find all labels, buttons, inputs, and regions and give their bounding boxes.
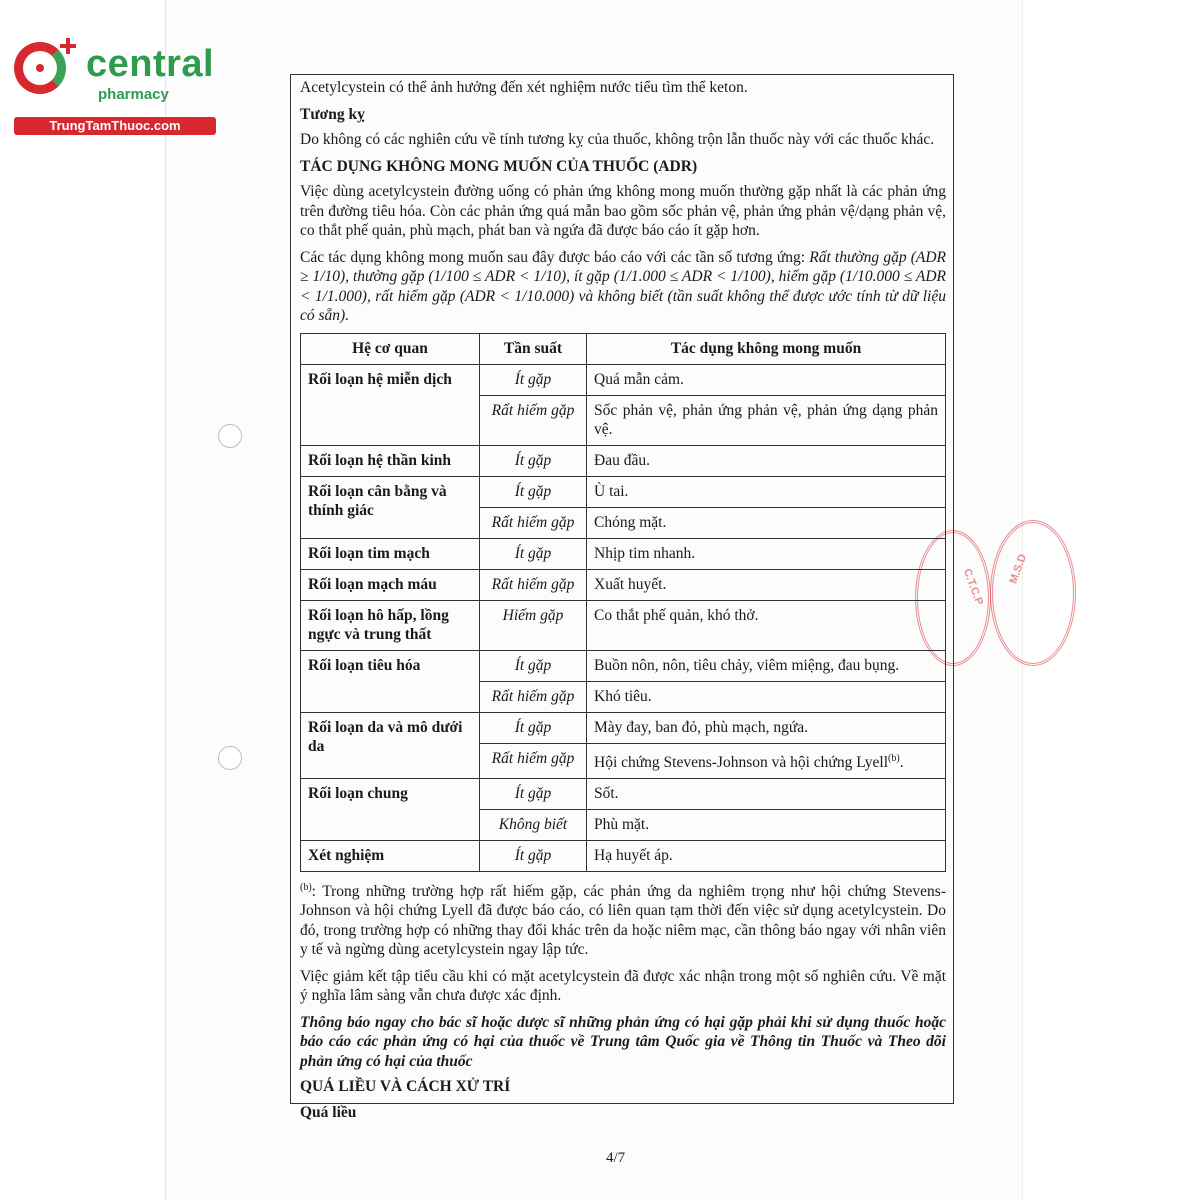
effect-cell <box>587 743 946 778</box>
freq-cell: Ít gặp <box>480 445 587 476</box>
report-notice: Thông báo ngay cho bác sĩ hoặc dược sĩ những phản ứng có hại gặp phải khi sử dụng thuốc hoặc báo cáo các phản ứng có hại của thuốc về Trung tâm Quốc gia về Thông tin Thuốc và Theo dõi phản ứng có hại của thuốc <box>300 1013 946 1070</box>
freq-cell: Ít gặp <box>480 476 587 507</box>
table-row <box>301 650 946 681</box>
freq-cell: Ít gặp <box>480 778 587 809</box>
organ-gastro: Rối loạn tiêu hóa <box>301 650 480 712</box>
effect-cell: Hạ huyết áp. <box>587 840 946 871</box>
organ-immune: Rối loạn hệ miễn dịch <box>301 364 480 445</box>
footnote <box>300 878 946 960</box>
table-row <box>301 476 946 507</box>
organ-vascular: Rối loạn mạch máu <box>301 569 480 600</box>
freq-cell: Ít gặp <box>480 840 587 871</box>
header-frequency: Tần suất <box>480 333 587 364</box>
effect-cell: Buồn nôn, nôn, tiêu chảy, viêm miệng, đau bụng. <box>587 650 946 681</box>
freq-cell: Rất hiếm gặp <box>480 507 587 538</box>
header-organ-system: Hệ cơ quan <box>301 333 480 364</box>
logo-subtitle: pharmacy <box>98 86 169 103</box>
effect-end: . <box>899 753 904 771</box>
freq-cell: Ít gặp <box>480 712 587 743</box>
page-number: 4/7 <box>606 1150 626 1166</box>
organ-general: Rối loạn chung <box>301 778 480 840</box>
effect-cell: Quá mẫn cảm. <box>587 364 946 395</box>
footnote-text: : Trong những trường hợp rất hiếm gặp, các phản ứng da nghiêm trọng như hội chứng Stevens-Johnson và hội chứng Lyell đã được báo cáo, có liên quan tạm thời đến việc sử dụng acetylcystein. Do đó, trong trường hợp có những thay đổi khác trên da hoặc niêm mạc, cần thông báo ngay với nhân viên y tế và ngừng dùng acetylcystein ngay lập tức. <box>300 882 946 959</box>
freq-cell: Rất hiếm gặp <box>480 743 587 778</box>
organ-respiratory: Rối loạn hô hấp, lồng ngực và trung thất <box>301 600 480 650</box>
adr-para-1: Việc dùng acetylcystein đường uống có phản ứng không mong muốn thường gặp nhất là các phản ứng trên đường tiêu hóa. Còn các phản ứng quá mẫn bao gồm sốc phản vệ, phản ứng phản vệ/dạng phản vệ, co thắt phế quản, phù mạch, phát ban và ngứa đã được báo cáo ít gặp hơn. <box>300 183 946 239</box>
company-seal-right <box>990 520 1076 666</box>
compat-heading: Tương kỵ <box>300 105 365 123</box>
adr-para-2-normal: Các tác dụng không mong muốn sau đây được báo cáo với các tần số tương ứng: <box>300 248 810 266</box>
overdose-subheading: Quá liều <box>300 1103 357 1121</box>
table-row <box>301 840 946 871</box>
organ-investigations: Xét nghiệm <box>301 840 480 871</box>
freq-cell: Rất hiếm gặp <box>480 395 587 445</box>
overdose-heading: QUÁ LIỀU VÀ CÁCH XỬ TRÍ <box>300 1078 511 1096</box>
adr-heading: TÁC DỤNG KHÔNG MONG MUỐN CỦA THUỐC (ADR) <box>300 157 698 175</box>
freq-cell: Ít gặp <box>480 364 587 395</box>
pharmacy-logo[interactable] <box>10 38 215 138</box>
effect-cell: Khó tiêu. <box>587 681 946 712</box>
table-header-row <box>301 333 946 364</box>
header-effect: Tác dụng không mong muốn <box>587 333 946 364</box>
table-row <box>301 445 946 476</box>
table-row <box>301 364 946 395</box>
freq-cell: Rất hiếm gặp <box>480 569 587 600</box>
logo-website: TrungTamThuoc.com <box>14 117 216 135</box>
freq-cell: Hiếm gặp <box>480 600 587 650</box>
effect-cell: Nhịp tim nhanh. <box>587 538 946 569</box>
logo-name: central <box>86 43 215 85</box>
effect-cell: Sốc phản vệ, phản ứng phản vệ, phản ứng dạng phản vệ. <box>587 395 946 445</box>
adr-para-2 <box>300 248 946 326</box>
adr-para-2-italic: Rất thường gặp (ADR ≥ 1/10), thường gặp (1/100 ≤ ADR < 1/10), ít gặp (1/1.000 ≤ ADR < 1/100), hiếm gặp (1/10.000 ≤ ADR < 1/1.000), rất hiếm gặp (ADR < 1/10.000) và không biết (tần suất không thể được ước tính từ dữ liệu có sẵn). <box>300 248 946 324</box>
effect-cell: Sốt. <box>587 778 946 809</box>
freq-cell: Rất hiếm gặp <box>480 681 587 712</box>
seal-left-text: C.T.C.P <box>960 567 986 607</box>
table-row <box>301 600 946 650</box>
effect-cell: Đau đầu. <box>587 445 946 476</box>
table-row <box>301 569 946 600</box>
adr-table <box>300 333 946 872</box>
effect-text: Hội chứng Stevens-Johnson và hội chứng Lyell <box>594 753 889 771</box>
document-body <box>300 78 946 1128</box>
organ-skin: Rối loạn da và mô dưới da <box>301 712 480 778</box>
plus-cross-icon <box>60 38 76 54</box>
punch-hole-bottom <box>218 746 242 770</box>
effect-cell: Co thắt phế quản, khó thở. <box>587 600 946 650</box>
organ-cardiac: Rối loạn tim mạch <box>301 538 480 569</box>
table-row <box>301 778 946 809</box>
footnote-ref: (b) <box>888 752 900 764</box>
compat-text: Do không có các nghiên cứu về tính tương kỵ của thuốc, không trộn lẫn thuốc này với các thuốc khác. <box>300 131 935 148</box>
effect-cell: Phù mặt. <box>587 809 946 840</box>
footnote-mark: (b) <box>300 881 312 893</box>
effect-cell: Chóng mặt. <box>587 507 946 538</box>
organ-nervous: Rối loạn hệ thần kinh <box>301 445 480 476</box>
organ-ear: Rối loạn cân bằng và thính giác <box>301 476 480 538</box>
punch-hole-top <box>218 424 242 448</box>
table-row <box>301 712 946 743</box>
logo-ring-icon <box>14 42 66 94</box>
freq-cell: Ít gặp <box>480 650 587 681</box>
effect-cell: Mày đay, ban đỏ, phù mạch, ngứa. <box>587 712 946 743</box>
platelet-text: Việc giảm kết tập tiểu cầu khi có mặt acetylcystein đã được xác nhận trong một số nghiên cứu. Về mặt ý nghĩa lâm sàng vẫn chưa được xác định. <box>300 967 946 1005</box>
effect-cell: Ù tai. <box>587 476 946 507</box>
freq-cell: Không biết <box>480 809 587 840</box>
intro-text: Acetylcystein có thể ảnh hưởng đến xét nghiệm nước tiểu tìm thể keton. <box>300 79 748 96</box>
effect-cell: Xuất huyết. <box>587 569 946 600</box>
table-row <box>301 538 946 569</box>
seal-right-text: M.S.D <box>1007 552 1030 586</box>
freq-cell: Ít gặp <box>480 538 587 569</box>
